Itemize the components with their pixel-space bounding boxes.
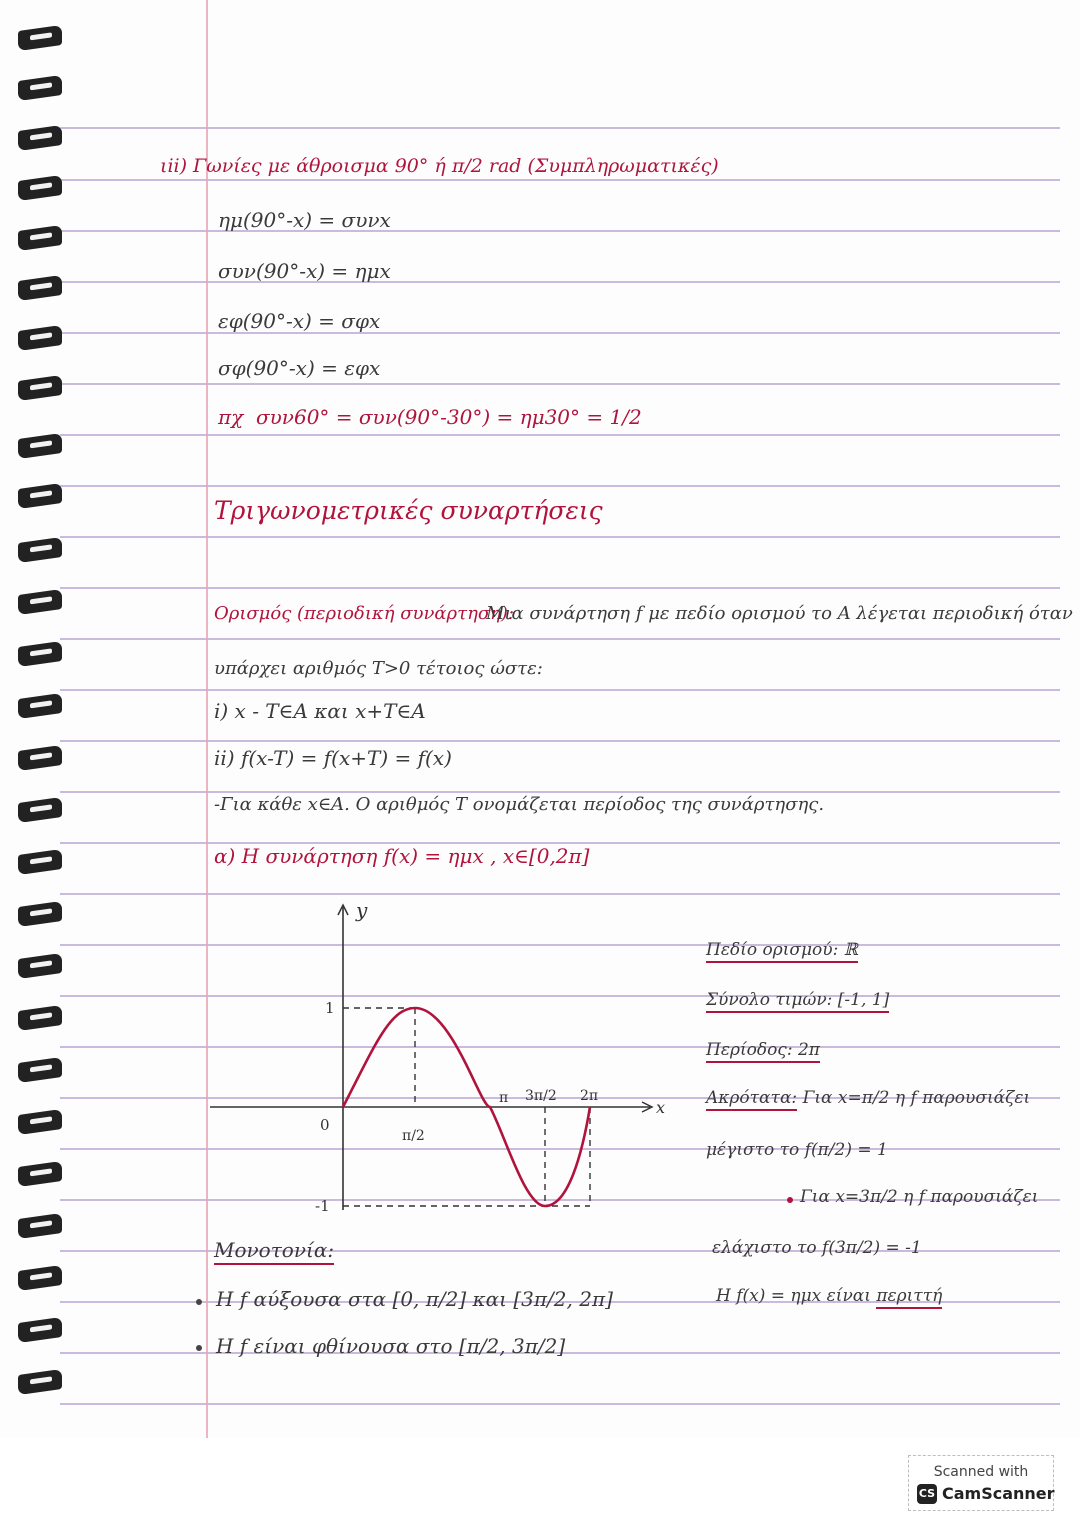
max-text: μέγιστο το f(π/2) = 1 — [706, 1140, 888, 1160]
part-a-heading: α) Η συνάρτηση f(x) = ημx , x∈[0,2π] — [214, 844, 590, 868]
extrema-text: Για x=π/2 η f παρουσιάζει — [802, 1088, 1031, 1108]
definition-text: υπάρχει αριθμός T>0 τέτοιος ώστε: — [214, 658, 543, 679]
spiral-ring — [18, 849, 62, 875]
identity-line: σφ(90°-x) = εφx — [218, 356, 381, 380]
camscanner-logo-icon: CS — [917, 1484, 937, 1504]
extrema-line — [706, 1090, 1030, 1107]
odd-line — [716, 1288, 942, 1305]
range-text: Σύνολο τιμών: [-1, 1] — [706, 990, 889, 1013]
period-property — [706, 1042, 820, 1059]
watermark-brand: CamScanner — [942, 1484, 1055, 1503]
example-prefix: πχ — [218, 405, 244, 429]
extrema-text-2: Για x=3π/2 η f παρουσιάζει — [800, 1187, 1039, 1207]
section-title: Τριγωνομετρικές συναρτήσεις — [214, 496, 603, 525]
spiral-ring — [18, 375, 62, 401]
spiral-ring — [18, 1317, 62, 1343]
camscanner-watermark — [908, 1455, 1054, 1511]
period-text: Περίοδος: 2π — [706, 1040, 820, 1063]
spiral-ring — [18, 589, 62, 615]
condition-i: i) x - T∈A και x+T∈A — [214, 699, 426, 723]
spiral-ring — [18, 1213, 62, 1239]
period-note: -Για κάθε x∈A. Ο αριθμός T ονομάζεται περίοδος της συνάρτησης. — [214, 794, 825, 815]
monotonicity-title: Μονοτονία: — [214, 1238, 334, 1265]
identity-line: ημ(90°-x) = συνx — [218, 208, 391, 232]
spiral-ring — [18, 275, 62, 301]
y-axis-label: y — [356, 898, 368, 922]
section-iii-heading: ιii) Γωνίες με άθροισμα 90° ή π/2 rad (Συμπληρωματικές) — [160, 155, 719, 177]
spiral-ring — [18, 901, 62, 927]
x-tick-label: 3π/2 — [525, 1088, 557, 1104]
spiral-ring — [18, 537, 62, 563]
spiral-ring — [18, 1057, 62, 1083]
spiral-binding — [18, 0, 68, 1420]
bullet-icon — [787, 1197, 793, 1203]
extrema-label: Ακρότατα: — [706, 1088, 797, 1111]
domain-text: Πεδίο ορισμού: ℝ — [706, 940, 858, 963]
sine-graph — [190, 895, 690, 1235]
bullet-icon — [196, 1299, 202, 1305]
spiral-ring — [18, 433, 62, 459]
x-tick-label: π/2 — [402, 1128, 425, 1144]
spiral-ring — [18, 75, 62, 101]
bullet-icon — [196, 1345, 202, 1351]
definition-text: Μια συνάρτηση f με πεδίο ορισμού το Α λέγεται περιοδική όταν — [486, 603, 1073, 624]
min-text: ελάχιστο το f(3π/2) = -1 — [712, 1238, 922, 1258]
spiral-ring — [18, 1265, 62, 1291]
identity-line: συν(90°-x) = ημx — [218, 259, 391, 283]
spiral-ring — [18, 125, 62, 151]
spiral-ring — [18, 25, 62, 51]
spiral-ring — [18, 1161, 62, 1187]
domain-property — [706, 942, 858, 959]
spiral-ring — [18, 797, 62, 823]
spiral-ring — [18, 225, 62, 251]
identity-line: εφ(90°-x) = σφx — [218, 309, 381, 333]
y-tick-label: -1 — [315, 1197, 330, 1215]
spiral-ring — [18, 1005, 62, 1031]
origin-label: 0 — [320, 1116, 330, 1134]
watermark-caption: Scanned with — [933, 1464, 1029, 1480]
spiral-ring — [18, 953, 62, 979]
spiral-ring — [18, 1109, 62, 1135]
example-equation: συν60° = συν(90°-30°) = ημ30° = 1/2 — [256, 405, 642, 429]
x-axis-label: x — [656, 1098, 666, 1117]
spiral-ring — [18, 175, 62, 201]
spiral-ring — [18, 325, 62, 351]
y-tick-label: 1 — [325, 999, 335, 1017]
monotonicity-heading — [214, 1240, 334, 1260]
odd-word: περιττή — [876, 1286, 942, 1309]
spiral-ring — [18, 745, 62, 771]
spiral-ring — [18, 1369, 62, 1395]
spiral-ring — [18, 641, 62, 667]
spiral-ring — [18, 483, 62, 509]
x-tick-label: 2π — [580, 1088, 599, 1104]
definition-label: Ορισμός (περιοδική συνάρτηση): — [214, 603, 515, 624]
x-tick-label: π — [499, 1090, 509, 1106]
decreasing-text: Η f είναι φθίνουσα στο [π/2, 3π/2] — [216, 1334, 566, 1358]
increasing-text: Η f αύξουσα στα [0, π/2] και [3π/2, 2π] — [216, 1287, 613, 1311]
spiral-ring — [18, 693, 62, 719]
condition-ii: ii) f(x-T) = f(x+T) = f(x) — [214, 746, 452, 770]
range-property — [706, 992, 889, 1009]
odd-prefix: Η f(x) = ημx είναι — [716, 1286, 871, 1306]
